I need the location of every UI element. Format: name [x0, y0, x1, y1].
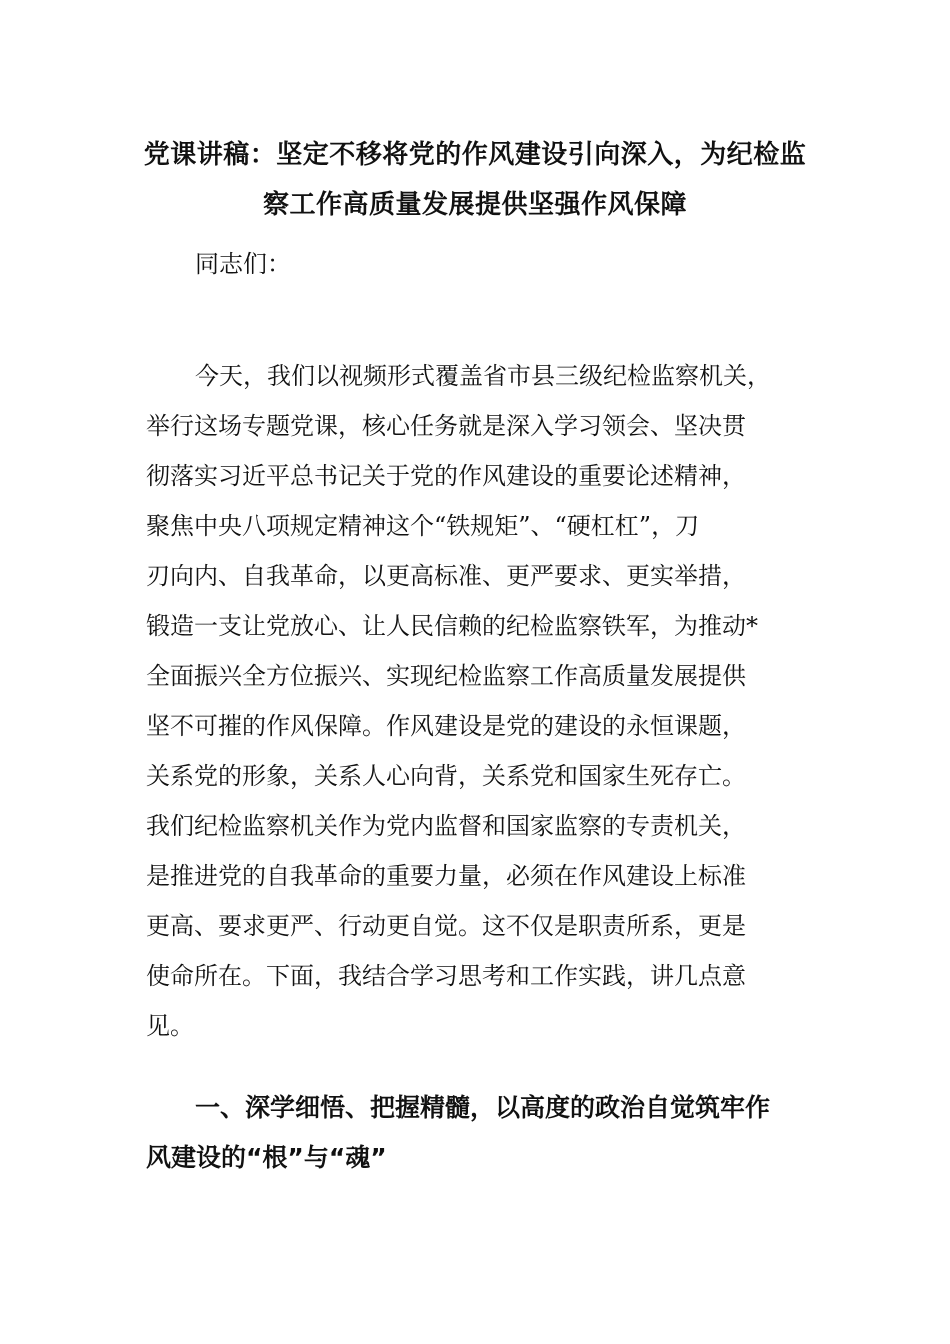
title-line: 党课讲稿：坚定不移将党的作风建设引向深入，为纪检监 [143, 140, 807, 170]
paragraph-line: 聚焦中央八项规定精神这个“铁规矩”、“硬杠杠”，刀 [146, 512, 700, 540]
paragraph-line: 举行这场专题党课，核心任务就是深入学习领会、坚决贯 [146, 412, 746, 440]
section-heading [146, 1083, 806, 1183]
paragraph-line: 我们纪检监察机关作为党内监督和国家监察的专责机关， [146, 812, 746, 840]
paragraph-line: 是推进党的自我革命的重要力量，必须在作风建设上标准 [146, 862, 746, 890]
paragraph-line: 全面振兴全方位振兴、实现纪检监察工作高质量发展提供 [146, 662, 746, 690]
paragraph-line: 使命所在。下面，我结合学习思考和工作实践，讲几点意 [146, 962, 746, 990]
paragraph-line: 彻落实习近平总书记关于党的作风建设的重要论述精神， [146, 462, 746, 490]
document-title [100, 130, 850, 230]
paragraph-line: 刃向内、自我革命，以更高标准、更严要求、更实举措， [146, 562, 746, 590]
heading-line: 一、深学细悟、把握精髓，以高度的政治自觉筑牢作 [195, 1093, 771, 1122]
title-line: 察工作高质量发展提供坚强作风保障 [262, 190, 687, 220]
paragraph-line: 坚不可摧的作风保障。作风建设是党的建设的永恒课题， [146, 712, 746, 740]
paragraph-line: 关系党的形象，关系人心向背，关系党和国家生死存亡。 [146, 762, 746, 790]
body-paragraph [146, 351, 806, 1051]
paragraph-line: 更高、要求更严、行动更自觉。这不仅是职责所系，更是 [146, 912, 746, 940]
heading-line: 风建设的“根”与“魂” [146, 1143, 387, 1172]
salutation: 同志们： [195, 250, 291, 278]
paragraph-line: 见。 [146, 1012, 194, 1040]
paragraph-line: 今天，我们以视频形式覆盖省市县三级纪检监察机关， [195, 362, 771, 390]
paragraph-line: 锻造一支让党放心、让人民信赖的纪检监察铁军，为推动* [146, 612, 758, 640]
